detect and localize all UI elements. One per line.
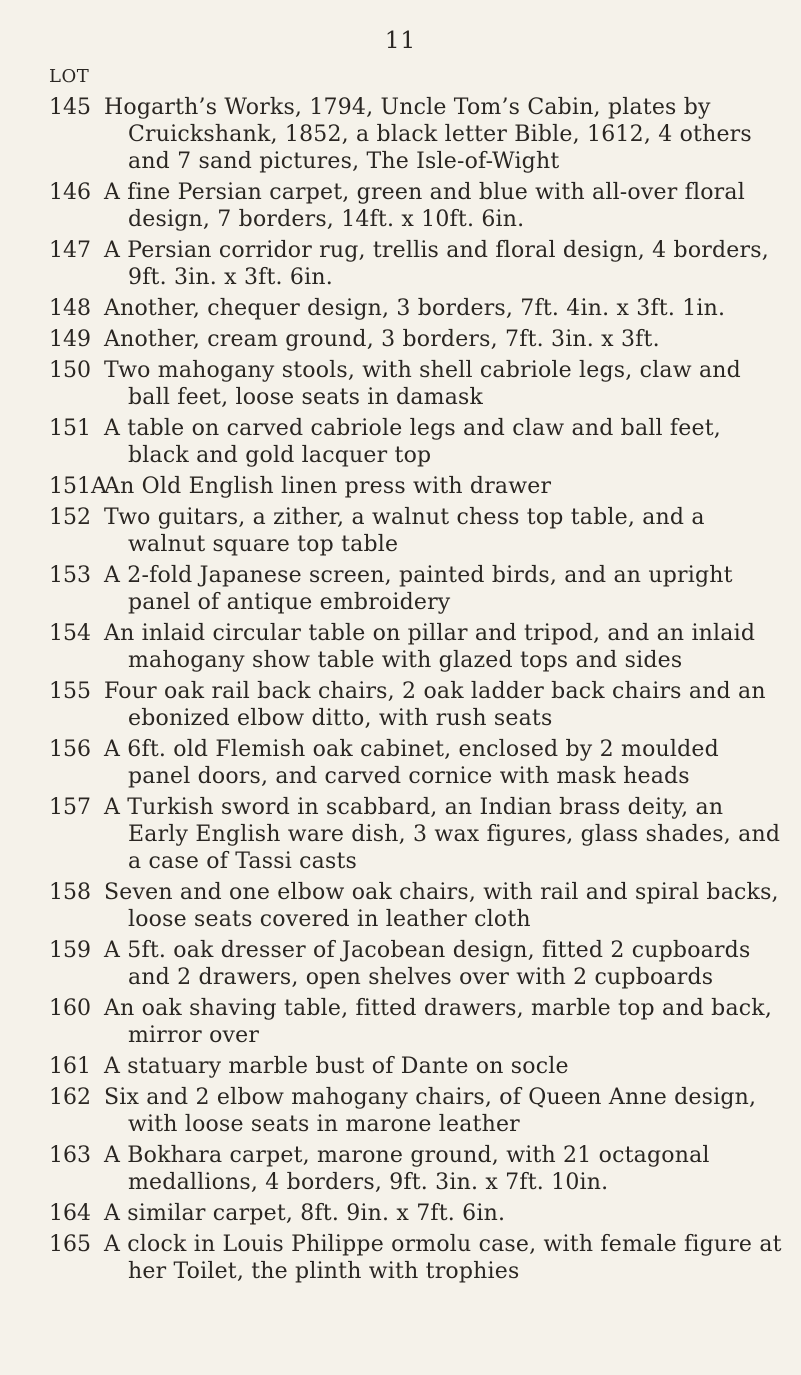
page-number: 11 xyxy=(384,28,417,54)
lot-number: 149 xyxy=(49,327,91,352)
lot-description: A fine Persian carpet, green and blue with all-over floral design, 7 borders, 14ft. x 10ft. 6in. xyxy=(104,180,745,232)
lot-number: 165 xyxy=(49,1232,91,1257)
lot-number: 151A xyxy=(49,474,107,499)
lot-entry xyxy=(0,295,801,322)
lot-entry xyxy=(0,504,801,558)
lot-number: 159 xyxy=(49,938,91,963)
lot-number: 163 xyxy=(49,1143,91,1168)
lot-description: A Persian corridor rug, trellis and floral design, 4 borders, 9ft. 3in. x 3ft. 6in. xyxy=(104,238,769,290)
lot-number: 155 xyxy=(49,679,91,704)
lot-number: 153 xyxy=(49,563,91,588)
lot-number: 145 xyxy=(49,95,91,120)
lot-entry xyxy=(0,415,801,469)
lot-description: Another, chequer design, 3 borders, 7ft. 4in. x 3ft. 1in. xyxy=(104,296,726,321)
lot-description: An Old English linen press with drawer xyxy=(104,474,552,499)
lot-description: Two guitars, a zither, a walnut chess top table, and a walnut square top table xyxy=(104,505,705,557)
lot-entry xyxy=(0,237,801,291)
lot-description: A 6ft. old Flemish oak cabinet, enclosed by 2 moulded panel doors, and carved cornice with mask heads xyxy=(104,737,719,789)
lot-description: Two mahogany stools, with shell cabriole legs, claw and ball feet, loose seats in damask xyxy=(104,358,741,410)
lot-description: Four oak rail back chairs, 2 oak ladder back chairs and an ebonized elbow ditto, with rush seats xyxy=(104,679,766,731)
lot-description: An oak shaving table, fitted drawers, marble top and back, mirror over xyxy=(104,996,773,1048)
lot-entry xyxy=(0,1200,801,1227)
lot-entry xyxy=(0,94,801,175)
lot-entry xyxy=(0,562,801,616)
lot-description: A 2-fold Japanese screen, painted birds, and an upright panel of antique embroidery xyxy=(104,563,733,615)
lot-entry xyxy=(0,794,801,875)
lot-entry xyxy=(0,937,801,991)
lot-description: Another, cream ground, 3 borders, 7ft. 3in. x 3ft. xyxy=(104,327,660,352)
lot-entry xyxy=(0,736,801,790)
lot-description: Hogarth’s Works, 1794, Uncle Tom’s Cabin, plates by Cruickshank, 1852, a black letter Bible, 1612, 4 others and 7 sand pictures, The Isle-of-Wight xyxy=(104,95,752,174)
lot-number: 146 xyxy=(49,180,91,205)
lot-number: 157 xyxy=(49,795,91,820)
lot-number: 161 xyxy=(49,1054,91,1079)
lot-number: 147 xyxy=(49,238,91,263)
lot-number: 148 xyxy=(49,296,91,321)
lot-entry xyxy=(0,357,801,411)
lot-entry xyxy=(0,678,801,732)
lot-number: 158 xyxy=(49,880,91,905)
lot-description: An inlaid circular table on pillar and tripod, and an inlaid mahogany show table with glazed tops and sides xyxy=(104,621,756,673)
lot-list xyxy=(0,94,801,1289)
lot-description: A clock in Louis Philippe ormolu case, with female figure at her Toilet, the plinth with trophies xyxy=(104,1232,782,1284)
lot-number: 150 xyxy=(49,358,91,383)
lot-number: 152 xyxy=(49,505,91,530)
lot-entry xyxy=(0,1142,801,1196)
lot-description: A statuary marble bust of Dante on socle xyxy=(104,1054,569,1079)
lot-entry xyxy=(0,326,801,353)
lot-entry xyxy=(0,620,801,674)
lot-number: 156 xyxy=(49,737,91,762)
lot-description: A table on carved cabriole legs and claw and ball feet, black and gold lacquer top xyxy=(104,416,721,468)
lot-description: Seven and one elbow oak chairs, with rail and spiral backs, loose seats covered in leather cloth xyxy=(104,880,779,932)
lot-entry xyxy=(0,1053,801,1080)
lot-description: Six and 2 elbow mahogany chairs, of Queen Anne design, with loose seats in marone leather xyxy=(104,1085,757,1137)
lot-number: 151 xyxy=(49,416,91,441)
lot-entry xyxy=(0,879,801,933)
lot-number: 154 xyxy=(49,621,91,646)
lot-description: A similar carpet, 8ft. 9in. x 7ft. 6in. xyxy=(104,1201,506,1226)
lot-entry xyxy=(0,179,801,233)
lot-entry xyxy=(0,1084,801,1138)
lot-number: 164 xyxy=(49,1201,91,1226)
lot-description: A Bokhara carpet, marone ground, with 21 octagonal medallions, 4 borders, 9ft. 3in. x 7ft. 10in. xyxy=(104,1143,710,1195)
lot-number: 162 xyxy=(49,1085,91,1110)
lot-entry xyxy=(0,473,801,500)
lot-column-heading: LOT xyxy=(49,66,90,87)
lot-description: A Turkish sword in scabbard, an Indian brass deity, an Early English ware dish, 3 wax figures, glass shades, and a case of Tassi casts xyxy=(104,795,781,874)
lot-entry xyxy=(0,995,801,1049)
lot-description: A 5ft. oak dresser of Jacobean design, fitted 2 cupboards and 2 drawers, open shelves over with 2 cupboards xyxy=(104,938,751,990)
lot-number: 160 xyxy=(49,996,91,1021)
lot-entry xyxy=(0,1231,801,1285)
